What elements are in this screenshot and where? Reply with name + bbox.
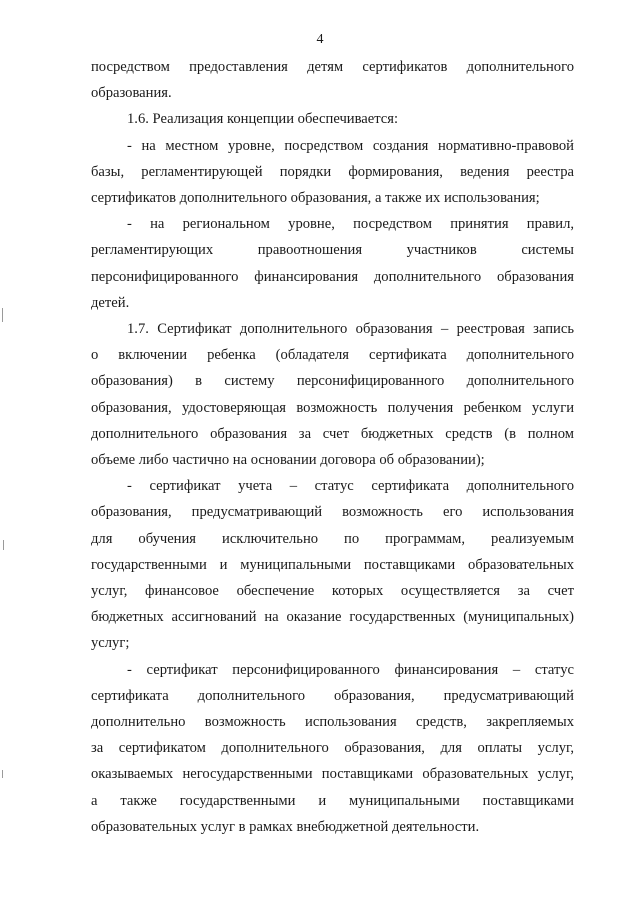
text-line: - сертификат персонифицированного финансирования – статус (127, 661, 574, 678)
text-line: услуг; (91, 635, 130, 652)
text-line: о включении ребенка (обладателя сертификата дополнительного (91, 347, 574, 364)
text-line: бюджетных ассигнований на оказание государственных (муниципальных) (91, 609, 574, 626)
text-line: оказываемых негосударственными поставщиками образовательных услуг, (91, 766, 574, 783)
scan-artifact (2, 770, 3, 778)
text-line: образования, удостоверяющая возможность получения ребенком услуги (91, 399, 574, 416)
text-line: за сертификатом дополнительного образования, для оплаты услуг, (91, 740, 574, 757)
text-line: детей. (91, 294, 130, 311)
paragraph-accounting-certificate (91, 473, 574, 656)
text-line: регламентирующих правоотношения участников системы (91, 242, 574, 259)
paragraph-regional-level (91, 211, 574, 316)
paragraph-1-7-certificate (91, 316, 574, 473)
text-line: посредством предоставления детям сертификатов дополнительного (91, 59, 574, 75)
text-line: государственными и муниципальными поставщиками образовательных (91, 556, 574, 573)
text-line: сертификатов дополнительного образования, а также их использования; (91, 190, 540, 207)
text-line: образования, предусматривающий возможность его использования (91, 504, 574, 521)
text-line: - сертификат учета – статус сертификата дополнительного (127, 478, 574, 495)
paragraph-local-level (91, 133, 574, 212)
text-line: услуг, финансовое обеспечение которых осуществляется за счет (91, 583, 574, 600)
paragraph-personified-certificate (91, 657, 574, 840)
text-line: а также государственными и муниципальными поставщиками (91, 792, 574, 809)
text-line: для обучения исключительно по программам, реализуемым (91, 530, 574, 547)
text-line: 1.7. Сертификат дополнительного образования – реестровая запись (127, 321, 574, 338)
text-line: базы, регламентирующей порядки формирования, ведения реестра (91, 163, 574, 180)
text-line: образовательных услуг в рамках внебюджетной деятельности. (91, 818, 480, 835)
paragraph-intro-continuation (91, 54, 574, 106)
document-body (91, 54, 574, 840)
text-line: 1.6. Реализация концепции обеспечивается: (127, 111, 399, 128)
text-line: дополнительного образования за счет бюджетных средств (в полном (91, 425, 574, 442)
text-line: - на региональном уровне, посредством принятия правил, (127, 216, 574, 233)
text-line: дополнительно возможность использования средств, закрепляемых (91, 714, 574, 731)
text-line: сертификата дополнительного образования, предусматривающий (91, 687, 574, 704)
text-line: образования. (91, 85, 172, 102)
text-line: - на местном уровне, посредством создания нормативно-правовой (127, 137, 574, 154)
paragraph-1-6-heading (91, 106, 574, 132)
scan-artifact (3, 540, 4, 550)
scan-artifact (2, 308, 3, 322)
text-line: объеме либо частично на основании договора об образовании); (91, 452, 485, 469)
text-line: персонифицированного финансирования дополнительного образования (91, 268, 574, 285)
text-line: образования) в систему персонифицированного дополнительного (91, 373, 574, 390)
page-number: 4 (316, 32, 324, 47)
